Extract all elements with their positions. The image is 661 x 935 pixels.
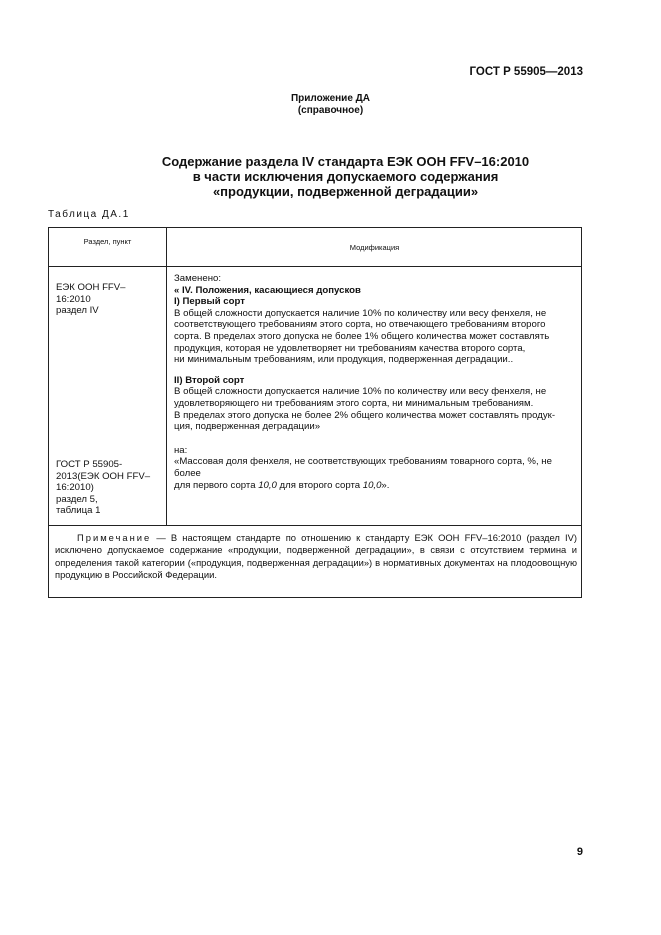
second-grade-heading: II) Второй сорт	[174, 374, 245, 386]
replaced-label: Заменено:	[174, 273, 221, 284]
second-grade-line: В общей сложности допускается наличие 10% по количеству или весу фенхеля, не	[174, 386, 547, 398]
to-label: на:	[174, 444, 188, 456]
note-text: — В настоящем стандарте по отношению к стандарту ЕЭК ООН FFV–16:2010 (раздел IV) исключено допускаемое содержание «продукции, подверженной деградации», в связи с отсутствием термина и определения такой категории («продукция, подверженная деградации») в нормативных документах на плодоовощную продукцию в Российской Федерации.	[55, 532, 577, 581]
target-section-cell	[56, 459, 162, 517]
target-line: ГОСТ Р 55905-	[56, 459, 123, 470]
first-grade-line: продукция, которая не удовлетворяет ни требованиям качества второго сорта,	[174, 342, 526, 354]
target-line: раздел 5,	[56, 493, 98, 505]
column-divider	[166, 228, 167, 525]
standard-code: ГОСТ Р 55905—2013	[469, 66, 583, 78]
second-grade-line: удовлетворяющего ни требованиям этого сорта, ни минимальным требованиям.	[174, 397, 534, 409]
source-section-cell	[56, 282, 162, 317]
new-text-line: более	[174, 467, 201, 479]
first-grade-line: В общей сложности допускается наличие 10% по количеству или весу фенхеля, не	[174, 307, 547, 319]
column-header-modification: Модификация	[349, 243, 400, 252]
second-grade-value: 10,0	[362, 479, 382, 491]
first-grade-value: 10,0	[258, 479, 277, 491]
second-grade-line: ция, подверженная деградации»	[174, 421, 321, 433]
target-line: таблица 1	[56, 505, 101, 517]
section-heading: « IV. Положения, касающиеся допусков	[174, 284, 361, 296]
first-grade-line: соответствующего требованиям этого сорта, но отвечающего требованиям второго	[174, 319, 546, 331]
target-line: 2013(ЕЭК ООН FFV–	[56, 470, 151, 482]
target-line: 16:2010)	[56, 482, 94, 494]
document-title	[30, 154, 661, 199]
spacer	[174, 433, 579, 445]
last-line-part: ».	[381, 479, 390, 491]
first-grade-heading: I) Первый сорт	[174, 296, 245, 308]
note-label: Примечание	[77, 532, 152, 543]
title-line-1: Содержание раздела IV стандарта ЕЭК ООН FFV–16:2010	[161, 154, 530, 169]
new-text-line: «Массовая доля фенхеля, не соответствующих требованиям товарного сорта, %, не	[174, 456, 552, 468]
column-header-section: Раздел, пункт	[83, 237, 132, 246]
title-line-3: «продукции, подверженной деградации»	[212, 184, 479, 199]
table-caption: Таблица ДА.1	[48, 209, 130, 220]
last-line-part: для первого сорта	[174, 479, 259, 491]
note-divider	[49, 525, 581, 526]
table-note	[55, 532, 577, 582]
spacer	[174, 366, 579, 375]
first-grade-line: сорта. В пределах этого допуска не более 1% общего количества может составлять	[174, 330, 550, 342]
appendix-subtitle: (справочное)	[297, 105, 364, 116]
source-line: ЕЭК ООН FFV–	[56, 282, 126, 293]
title-line-2: в части исключения допускаемого содержания	[192, 169, 499, 184]
appendix-title: Приложение ДА	[290, 93, 371, 104]
source-line: раздел IV	[56, 305, 99, 317]
modification-table	[48, 227, 582, 598]
header-divider	[49, 266, 581, 267]
page-number: 9	[576, 846, 583, 858]
first-grade-line: ни минимальным требованиям, или продукция, подверженная деградации..	[174, 354, 514, 366]
appendix-heading	[0, 93, 661, 117]
source-line: 16:2010	[56, 293, 91, 305]
second-grade-line: В пределах этого допуска не более 2% общего количества может составлять продук-	[174, 409, 556, 421]
new-text-last-line	[174, 480, 579, 492]
modification-cell	[174, 273, 579, 491]
last-line-part: для второго сорта	[276, 479, 363, 491]
